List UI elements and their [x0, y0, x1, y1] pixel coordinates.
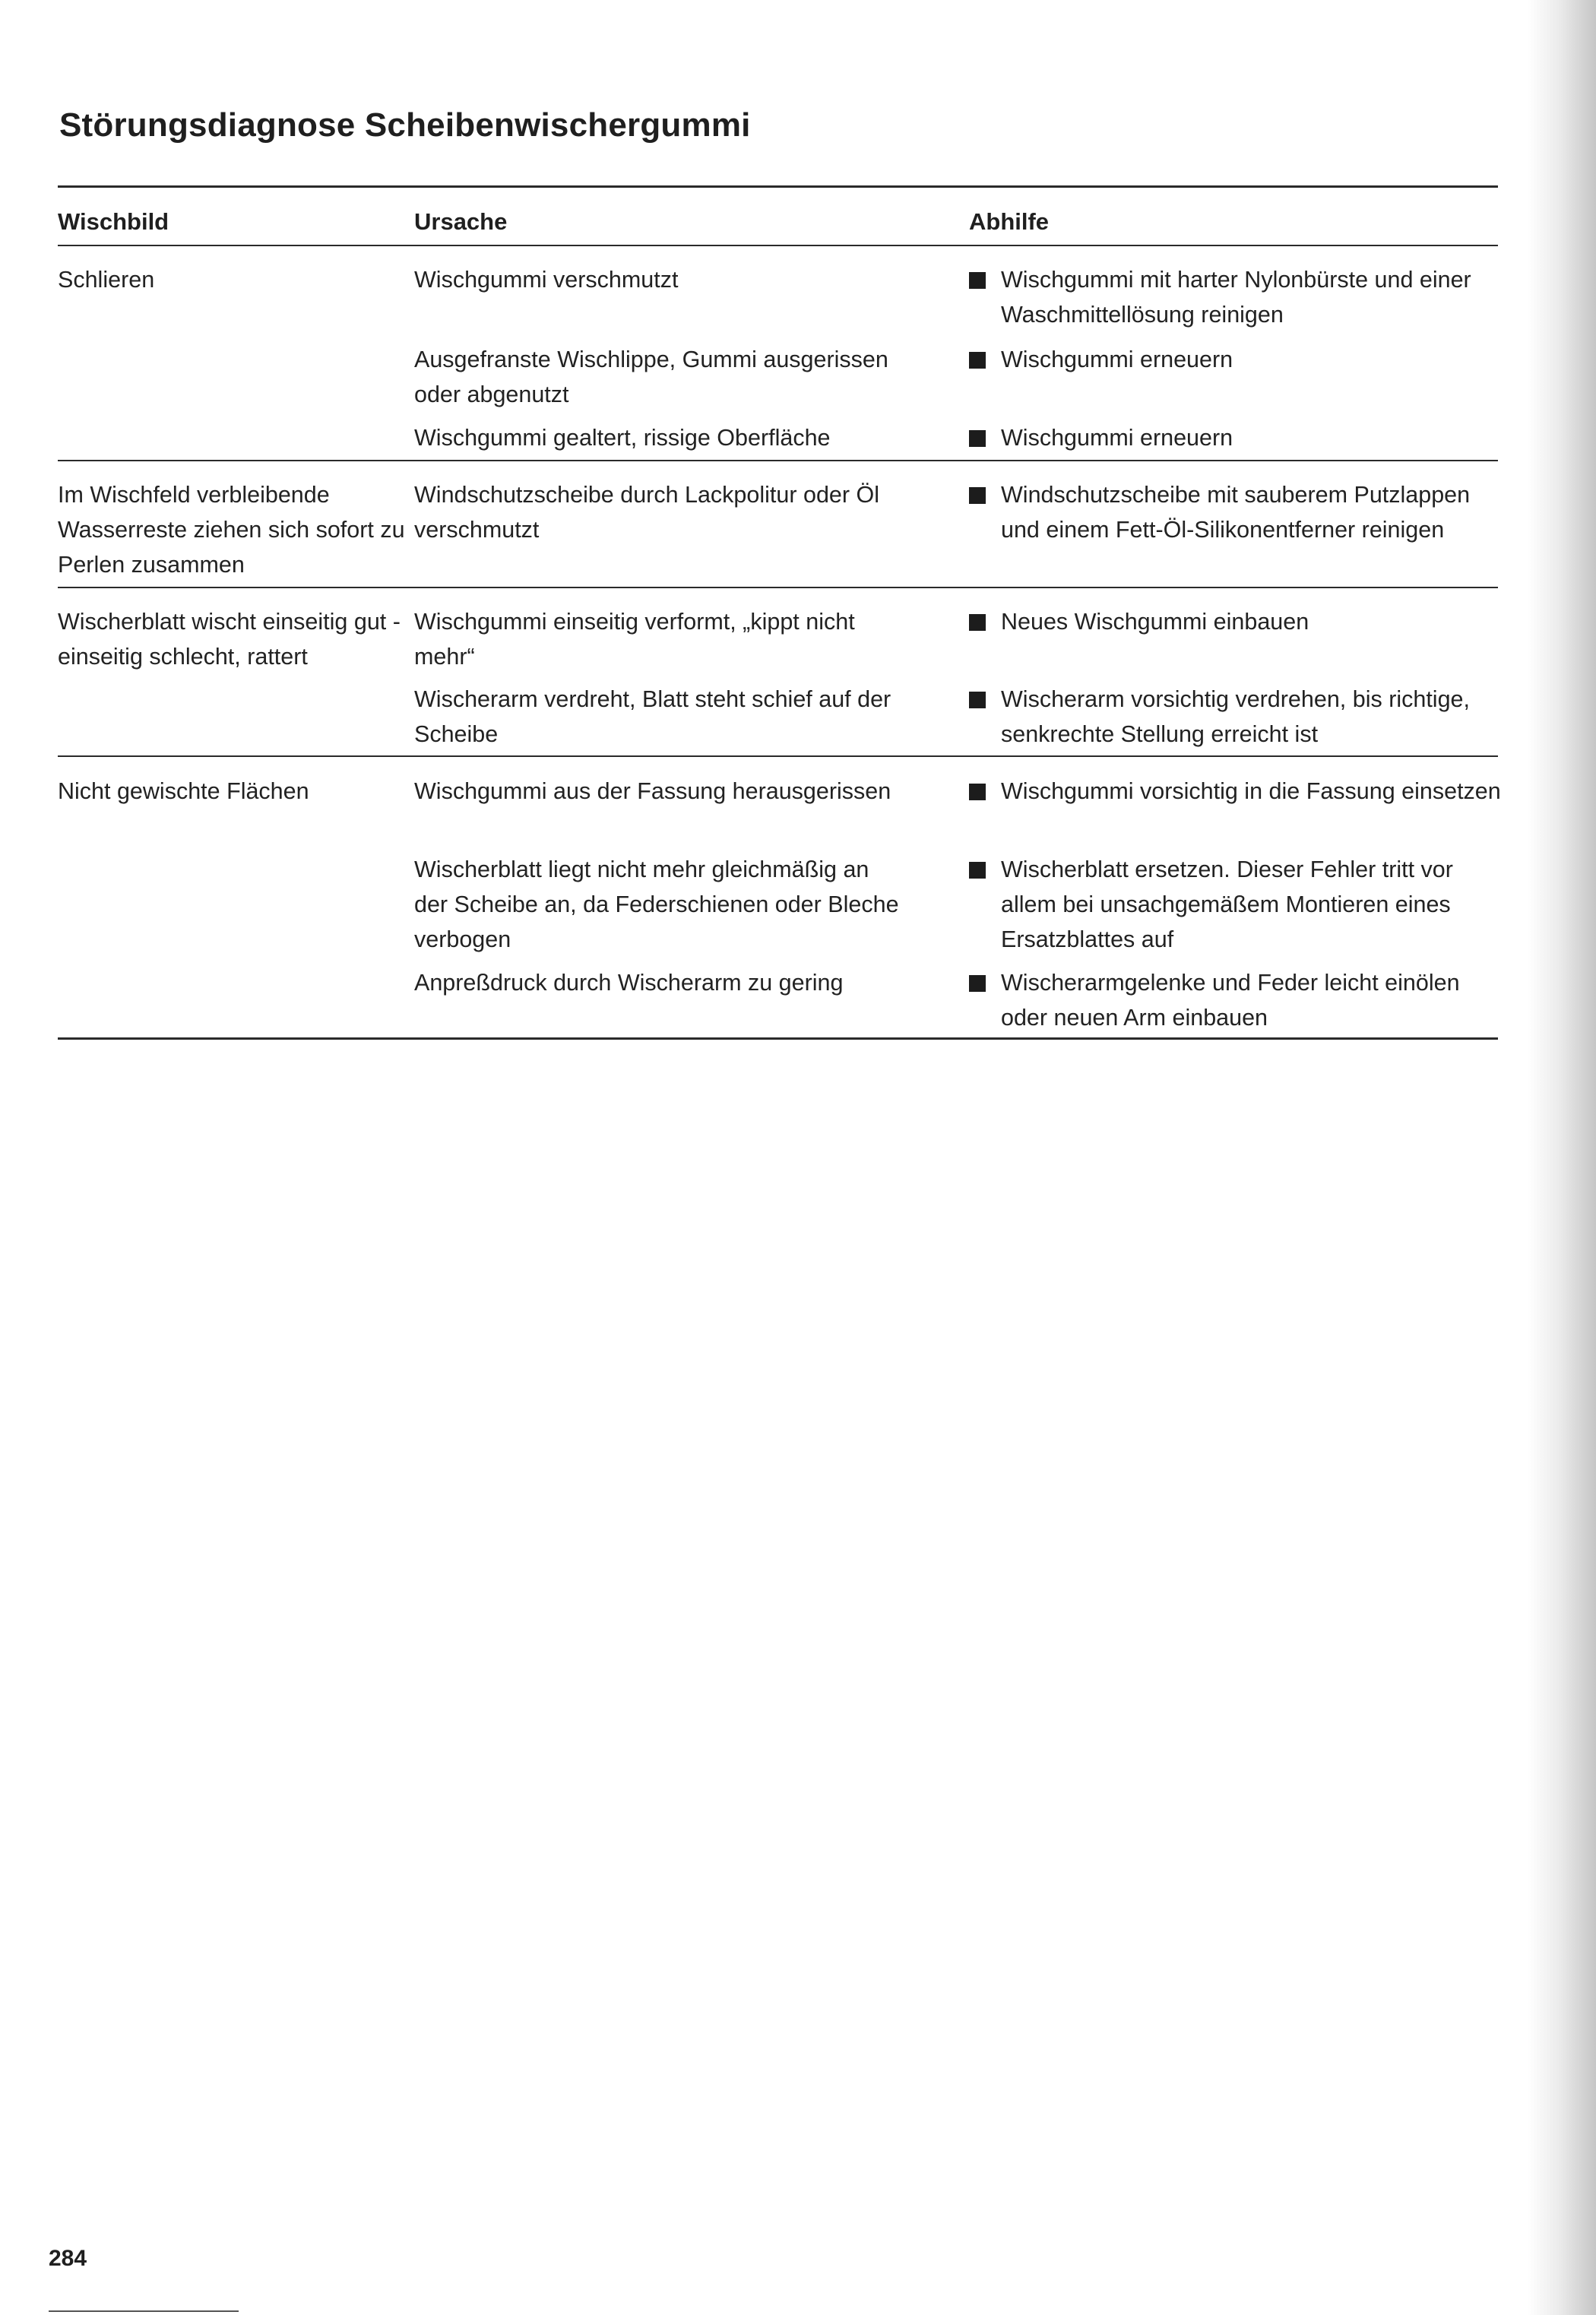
column-header-symptom: Wischbild — [58, 208, 169, 235]
remedy-text: Windschutzscheibe mit sauberem Putzlappen und einem Fett-Öl-Silikonentferner reinigen — [1001, 482, 1471, 543]
remedy-cell — [969, 965, 1501, 1035]
square-bullet-icon — [969, 784, 986, 800]
cause-cell: Windschutzscheibe durch Lackpolitur oder Öl verschmutzt — [414, 482, 879, 543]
row-divider — [58, 755, 1498, 757]
header-divider — [58, 245, 1498, 246]
remedy-cell — [969, 774, 1501, 809]
cause-cell: Wischgummi aus der Fassung herausgerissen — [414, 778, 891, 804]
page-number: 284 — [49, 2246, 87, 2271]
column-header-cause: Ursache — [414, 208, 508, 235]
remedy-cell — [969, 604, 1501, 639]
square-bullet-icon — [969, 352, 986, 369]
remedy-text: Wischerarm vorsichtig verdrehen, bis richtige, senkrechte Stellung erreicht ist — [1001, 686, 1470, 747]
column-header-remedy: Abhilfe — [969, 208, 1050, 235]
footer-rule — [49, 2310, 239, 2312]
page-title: Störungsdiagnose Scheibenwischergummi — [59, 106, 751, 144]
remedy-text: Wischgummi erneuern — [1001, 425, 1233, 451]
row-divider — [58, 587, 1498, 588]
cause-cell: Wischerblatt liegt nicht mehr gleichmäßig an der Scheibe an, da Federschienen oder Bleche verbogen — [414, 857, 899, 952]
remedy-cell — [969, 262, 1501, 332]
page-edge-shadow — [1528, 0, 1596, 2315]
square-bullet-icon — [969, 862, 986, 879]
remedy-text: Wischgummi mit harter Nylonbürste und einer Waschmittellösung reinigen — [1001, 267, 1471, 328]
square-bullet-icon — [969, 614, 986, 631]
symptom-cell: Im Wischfeld verbleibende Wasserreste ziehen sich sofort zu Perlen zusammen — [58, 482, 405, 578]
square-bullet-icon — [969, 975, 986, 992]
remedy-text: Wischgummi erneuern — [1001, 347, 1233, 372]
remedy-cell — [969, 477, 1501, 547]
cause-cell: Wischerarm verdreht, Blatt steht schief auf der Scheibe — [414, 686, 891, 747]
cause-cell: Wischgummi gealtert, rissige Oberfläche — [414, 425, 831, 451]
table-top-rule — [58, 185, 1498, 188]
square-bullet-icon — [969, 692, 986, 708]
symptom-cell: Nicht gewischte Flächen — [58, 778, 309, 804]
square-bullet-icon — [969, 272, 986, 289]
remedy-text: Wischerblatt ersetzen. Dieser Fehler tritt vor allem bei unsachgemäßem Montieren eines Ersatzblattes auf — [1001, 857, 1453, 952]
symptom-cell: Schlieren — [58, 267, 155, 293]
square-bullet-icon — [969, 487, 986, 504]
remedy-cell — [969, 682, 1501, 752]
remedy-cell — [969, 420, 1501, 455]
remedy-cell — [969, 342, 1501, 377]
cause-cell: Wischgummi einseitig verformt, „kippt nicht mehr“ — [414, 609, 855, 670]
cause-cell: Wischgummi verschmutzt — [414, 267, 679, 293]
remedy-text: Neues Wischgummi einbauen — [1001, 609, 1309, 635]
square-bullet-icon — [969, 430, 986, 447]
remedy-cell — [969, 852, 1501, 957]
remedy-text: Wischerarmgelenke und Feder leicht einölen oder neuen Arm einbauen — [1001, 970, 1460, 1031]
table-bottom-rule — [58, 1037, 1498, 1040]
remedy-text: Wischgummi vorsichtig in die Fassung einsetzen — [1001, 778, 1501, 804]
cause-cell: Anpreßdruck durch Wischerarm zu gering — [414, 970, 844, 996]
row-divider — [58, 460, 1498, 461]
symptom-cell: Wischerblatt wischt einseitig gut - einseitig schlecht, rattert — [58, 609, 401, 670]
cause-cell: Ausgefranste Wischlippe, Gummi ausgerissen oder abgenutzt — [414, 347, 888, 407]
